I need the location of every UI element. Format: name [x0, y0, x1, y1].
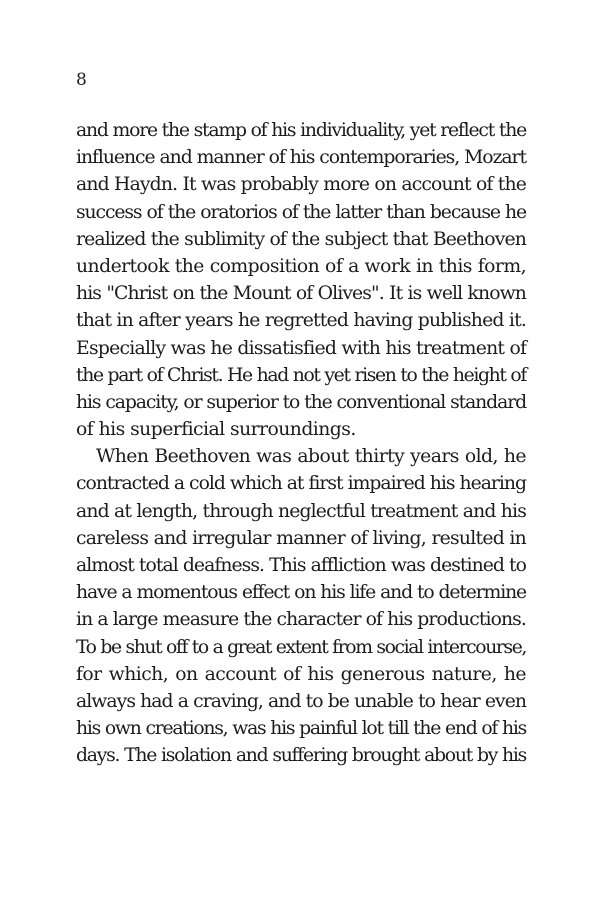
text-line: days. The isolation and suffering brought about by his	[76, 745, 526, 767]
paragraph-2	[76, 443, 526, 769]
text-line: have a momentous effect on his life and to determine	[76, 582, 526, 604]
text-line: When Beethoven was about thirty years old, he	[96, 446, 526, 468]
text-line: his "Christ on the Mount of Olives". It is well known	[76, 283, 526, 305]
text-line: influence and manner of his contemporaries, Mozart	[76, 147, 526, 169]
text-line: his own creations, was his painful lot till the end of his	[76, 718, 526, 740]
text-line: To be shut off to a great extent from social intercourse,	[76, 636, 526, 658]
text-line: and at length, through neglectful treatment and his	[76, 500, 526, 522]
text-line: success of the oratorios of the latter than because he	[76, 201, 526, 223]
page-number: 8	[76, 70, 87, 90]
text-line: contracted a cold which at first impaired his hearing	[76, 473, 526, 495]
text-line: of his superficial surroundings.	[76, 419, 356, 441]
body-text	[76, 117, 526, 770]
paragraph-1	[76, 117, 526, 443]
text-line: for which, on account of his generous nature, he	[76, 663, 526, 685]
text-line: almost total deafness. This affliction was destined to	[76, 555, 526, 576]
text-line: careless and irregular manner of living, resulted in	[76, 527, 526, 549]
text-line: and more the stamp of his individuality, yet reflect the	[76, 120, 526, 141]
text-line: in a large measure the character of his productions.	[76, 609, 526, 631]
text-line: his capacity, or superior to the conventional standard	[76, 391, 526, 413]
text-line: always had a craving, and to be unable to hear even	[76, 690, 526, 712]
text-line: the part of Christ. He had not yet risen to the height of	[76, 364, 526, 386]
text-line: undertook the composition of a work in this form,	[76, 255, 526, 277]
text-line: realized the sublimity of the subject that Beethoven	[76, 228, 526, 250]
text-line: that in after years he regretted having published it.	[76, 310, 526, 332]
text-line: and Haydn. It was probably more on account of the	[76, 174, 526, 196]
text-line: Especially was he dissatisfied with his treatment of	[76, 337, 527, 359]
